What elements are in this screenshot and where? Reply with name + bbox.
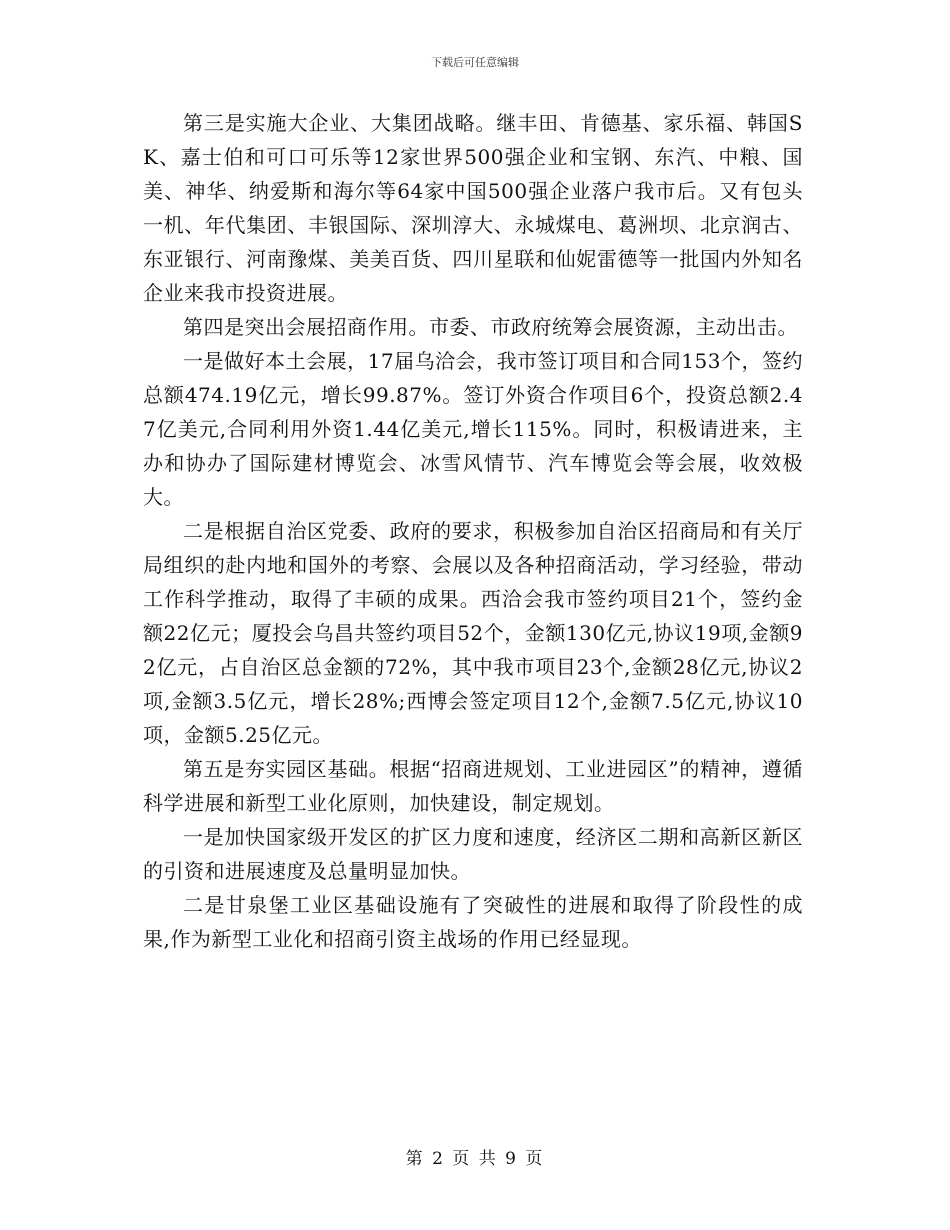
- paragraph-local-expo: 一是做好本土会展，17届乌洽会，我市签订项目和合同153个，签约总额474.19亿元，增长99.87%。签订外资合作项目6个，投资总额2.47亿美元,合同利用外资1.44亿美元,增长115%。同时，积极请进来，主办和协办了国际建材博览会、冰雪风情节、汽车博览会等会展，收效极大。: [143, 349, 803, 509]
- paragraph-ganquanbao: 二是甘泉堡工业区基础设施有了突破性的进展和取得了阶段性的成果,作为新型工业化和招商引资主战场的作用已经显现。: [143, 893, 803, 951]
- paragraph-development-zone: 一是加快国家级开发区的扩区力度和速度，经济区二期和高新区新区的引资和进展速度及总量明显加快。: [143, 825, 803, 883]
- paragraph-exhibition: 第四是突出会展招商作用。市委、市政府统筹会展资源，主动出击。: [183, 315, 798, 339]
- page-number: 第 2 页 共 9 页: [405, 1149, 545, 1169]
- page-header: 下载后可任意编辑: [431, 56, 519, 69]
- paragraph-park-foundation: 第五是夯实园区基础。根据“招商进规划、工业进园区”的精神，遵循科学进展和新型工业化原则，加快建设，制定规划。: [143, 757, 803, 815]
- paragraph-regional-activities: 二是根据自治区党委、政府的要求，积极参加自治区招商局和有关厅局组织的赴内地和国外的考察、会展以及各种招商活动，学习经验，带动工作科学推动，取得了丰硕的成果。西洽会我市签约项目21个，签约金额22亿元；厦投会乌昌共签约项目52个，金额130亿元,协议19项,金额92亿元，占自治区总金额的72%，其中我市项目23个,金额28亿元,协议2项,金额3.5亿元，增长28%;西博会签定项目12个,金额7.5亿元,协议10项，金额5.25亿元。: [143, 519, 803, 747]
- paragraph-strategy: 第三是实施大企业、大集团战略。继丰田、肯德基、家乐福、韩国SK、嘉士伯和可口可乐等12家世界500强企业和宝钢、东汽、中粮、国美、神华、纳爱斯和海尔等64家中国500强企业落户我市后。又有包头一机、年代集团、丰银国际、深圳淳大、永城煤电、葛洲坝、北京润古、东亚银行、河南豫煤、美美百货、四川星联和仙妮雷德等一批国内外知名企业来我市投资进展。: [143, 111, 803, 305]
- document-body: [143, 106, 803, 956]
